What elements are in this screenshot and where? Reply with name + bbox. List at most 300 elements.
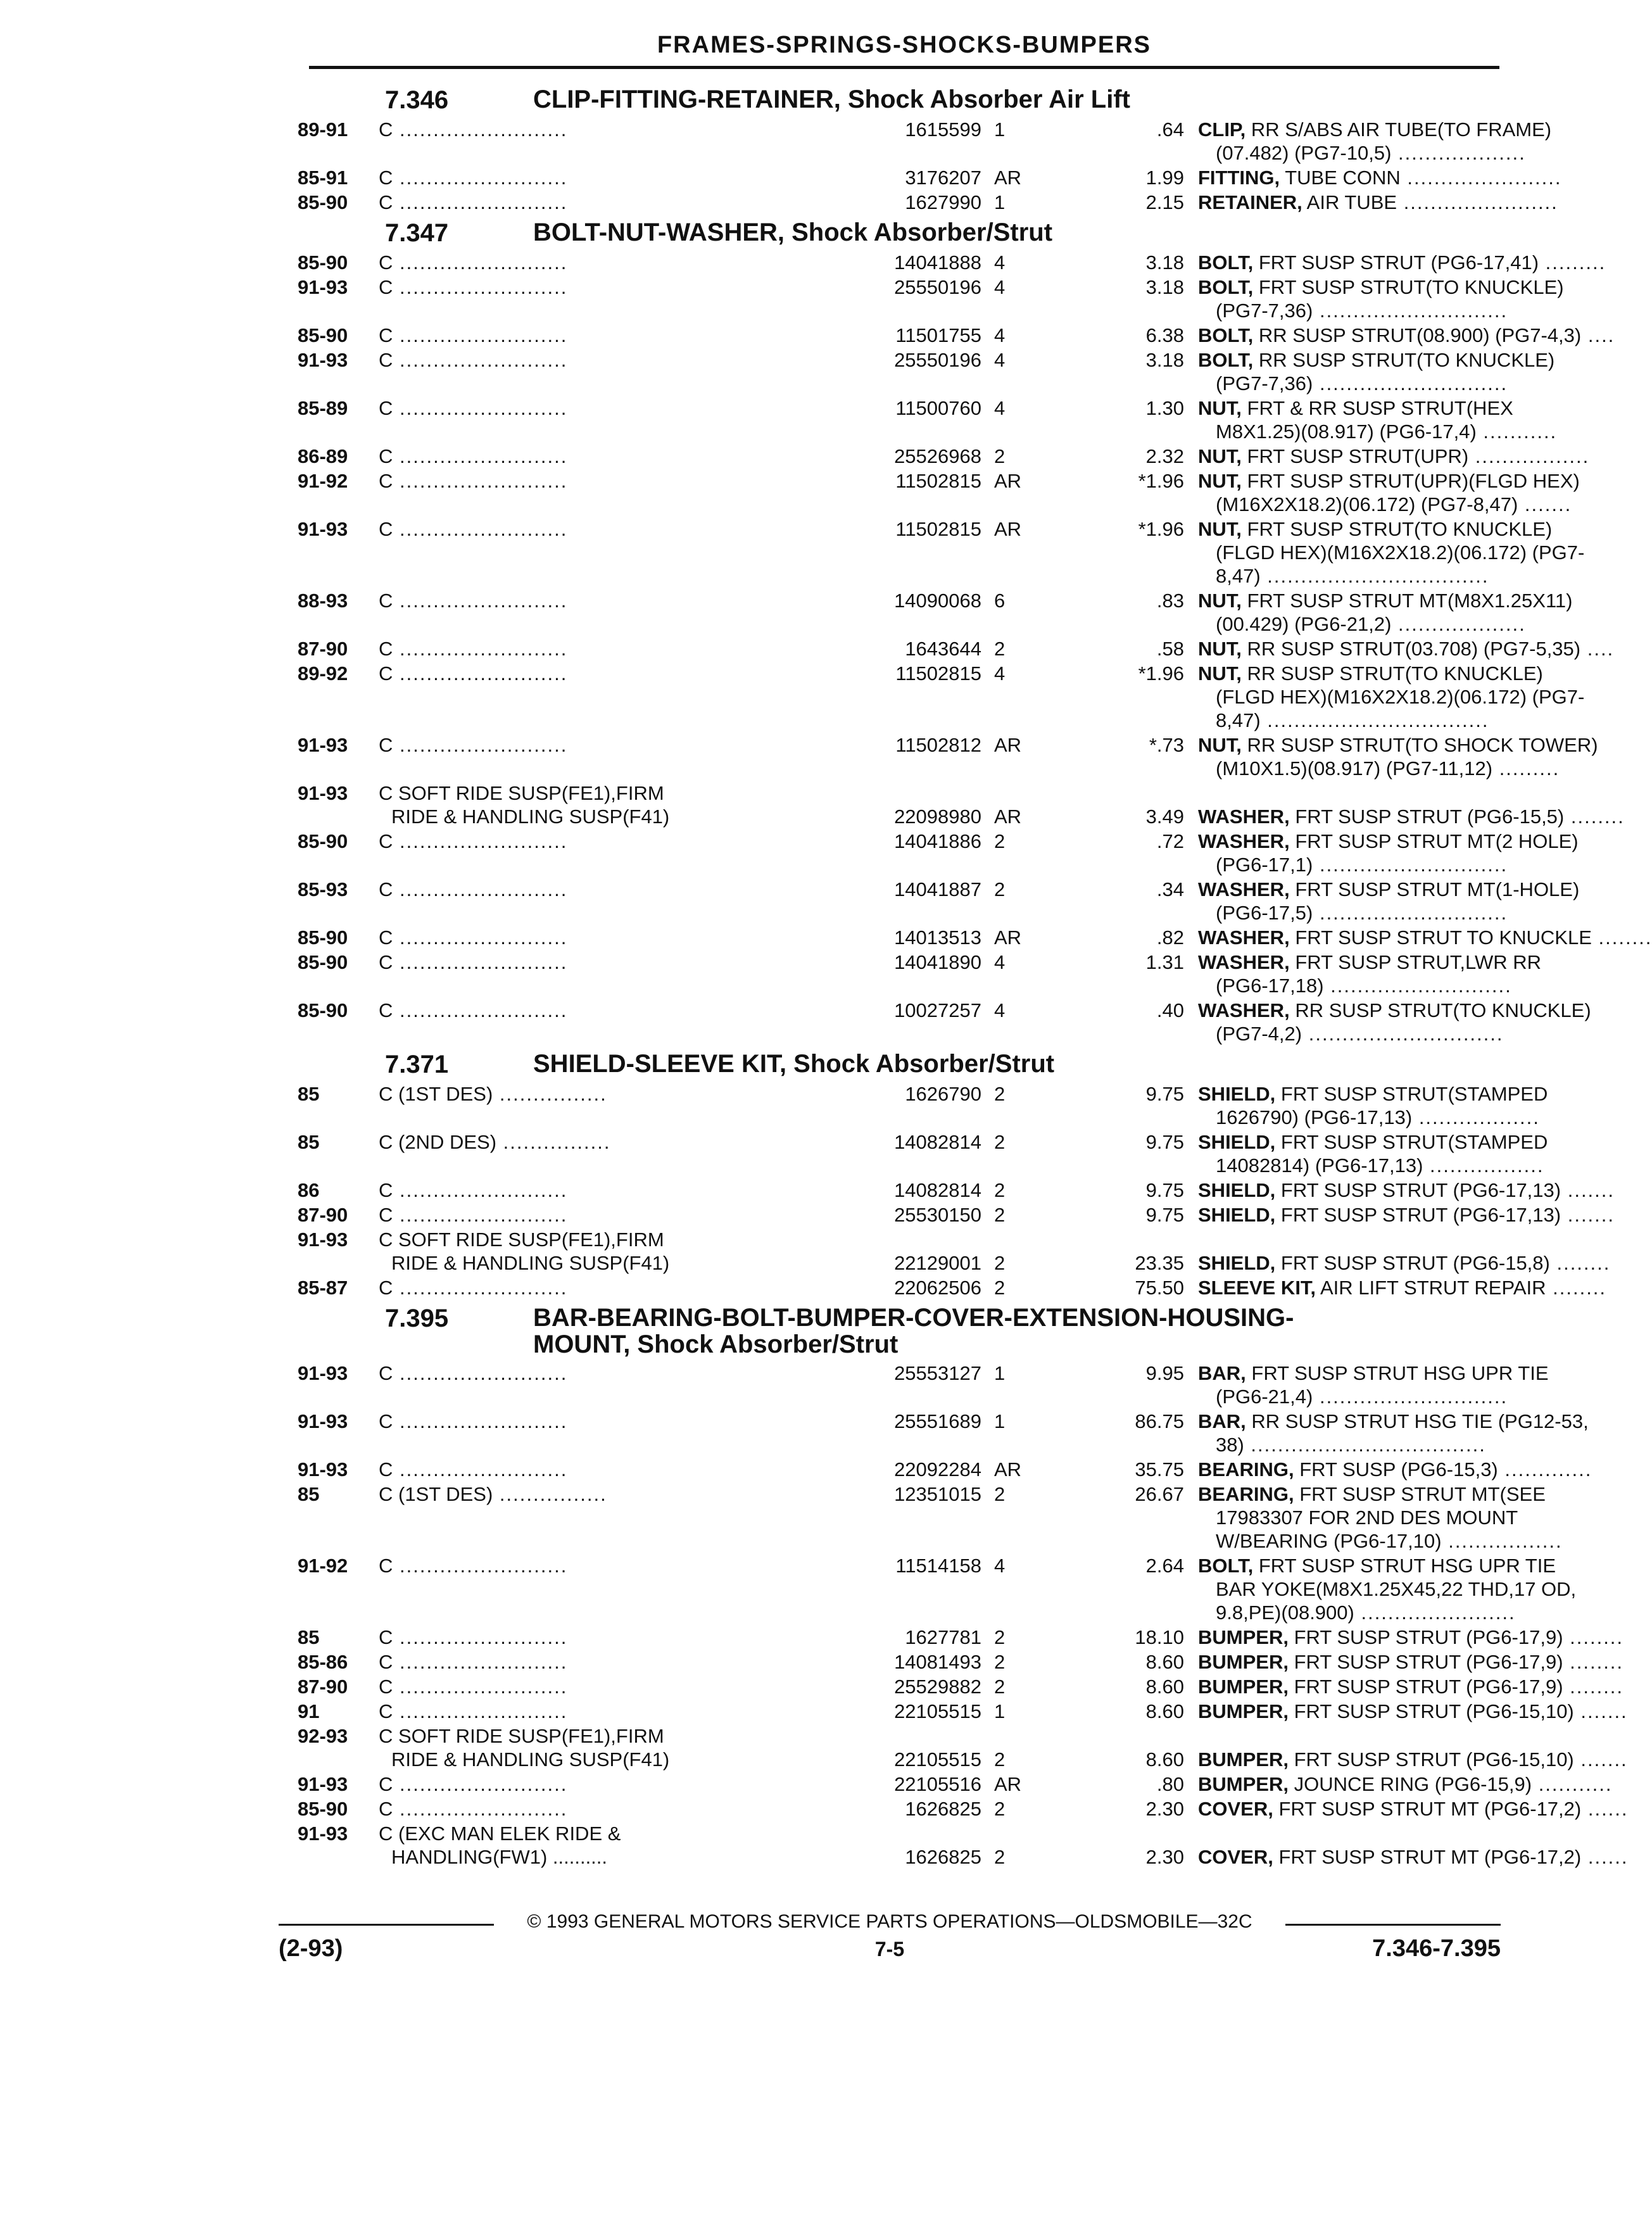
price: .40	[1156, 999, 1184, 1021]
price: 75.50	[1135, 1277, 1184, 1299]
part-name-text: FRT SUSP STRUT(UPR)	[1247, 445, 1469, 467]
parts-row	[298, 348, 1555, 396]
price: .83	[1156, 590, 1184, 612]
leader-dots: .........................	[393, 518, 568, 540]
leader-dots: ........	[1563, 1651, 1624, 1673]
parts-row	[298, 275, 1564, 324]
part-number: 12351015	[894, 1483, 981, 1505]
section-number: 7.395	[385, 1304, 449, 1332]
part-name	[1198, 517, 1552, 541]
model-code: C	[379, 276, 393, 298]
price: .72	[1156, 830, 1184, 852]
price: 26.67	[1135, 1483, 1184, 1505]
quantity: 4	[994, 662, 1006, 685]
part-name-cont	[1216, 1022, 1504, 1045]
part-name-cont	[1216, 1577, 1576, 1601]
leader-dots: ....	[1581, 324, 1615, 346]
section-number: 7.371	[385, 1051, 449, 1078]
part-name-keyword: NUT,	[1198, 445, 1242, 467]
quantity: 2	[994, 1277, 1006, 1299]
model-code-cont: RIDE & HANDLING SUSP(F41)	[391, 805, 670, 828]
leader-dots: .................................	[1260, 709, 1489, 731]
leader-dots: .........	[1539, 251, 1606, 274]
part-name-keyword: SHIELD,	[1198, 1131, 1276, 1153]
quantity: AR	[994, 167, 1022, 189]
leader-dots: ...........	[1476, 420, 1558, 443]
leader-dots: .......................	[1397, 191, 1558, 213]
parts-row	[298, 1626, 1624, 1650]
parts-row	[298, 950, 1542, 999]
price: 86.75	[1135, 1410, 1184, 1432]
part-name	[1198, 1554, 1556, 1577]
model-years: 85-90	[298, 926, 348, 949]
part-name	[1198, 1410, 1589, 1433]
part-name-text: RR SUSP STRUT(TO KNUCKLE)	[1247, 662, 1543, 685]
part-name-cont	[1216, 853, 1508, 876]
part-name-text: JOUNCE RING (PG6-15,9)	[1294, 1773, 1532, 1795]
part-name-cont	[1216, 1506, 1518, 1529]
part-name-text: FRT SUSP STRUT (PG6-17,13)	[1280, 1179, 1561, 1201]
part-number: 11502815	[895, 662, 981, 685]
parts-catalog	[298, 82, 1652, 1870]
model-description	[379, 1700, 567, 1723]
model-description	[379, 950, 567, 974]
parts-row	[298, 324, 1615, 348]
part-name-cont	[1216, 420, 1557, 443]
model-code: C	[379, 1651, 393, 1673]
model-years: 91-93	[298, 518, 348, 540]
part-number: 22105516	[894, 1773, 981, 1795]
model-years: 85-90	[298, 951, 348, 973]
model-years: 85-90	[298, 251, 348, 274]
part-number: 14041888	[894, 251, 981, 274]
part-name-keyword: WASHER,	[1198, 999, 1290, 1021]
model-years: 85-90	[298, 191, 348, 213]
quantity: 2	[994, 1131, 1006, 1153]
leader-dots: ...........................	[1323, 975, 1512, 997]
part-name-text: FRT SUSP STRUT(UPR)(FLGD HEX)	[1247, 470, 1580, 492]
part-name	[1198, 1361, 1549, 1385]
part-name	[1198, 999, 1591, 1022]
part-name	[1198, 1178, 1615, 1202]
model-description	[379, 324, 567, 347]
model-description	[379, 830, 567, 853]
leader-dots: ...........	[1532, 1773, 1613, 1795]
leader-dots: .........................	[393, 397, 568, 419]
price: 9.75	[1145, 1204, 1184, 1226]
price: 9.75	[1145, 1179, 1184, 1201]
parts-row	[298, 662, 1585, 733]
part-number: 3176207	[905, 167, 981, 189]
parts-row	[298, 1082, 1548, 1130]
part-name-keyword: WASHER,	[1198, 926, 1290, 949]
part-name	[1198, 733, 1598, 757]
part-number: 14041887	[894, 878, 981, 900]
model-description	[379, 1797, 567, 1821]
leader-dots: ..................	[1412, 1106, 1540, 1128]
leader-dots: .........................	[393, 638, 568, 660]
parts-row	[298, 878, 1580, 926]
model-description	[379, 191, 567, 214]
part-name-text: FRT SUSP STRUT (PG6-17,9)	[1294, 1626, 1563, 1648]
model-description	[379, 396, 567, 420]
part-name	[1198, 830, 1579, 853]
part-name	[1198, 1845, 1629, 1869]
model-years: 85	[298, 1083, 320, 1105]
part-name-keyword: SHIELD,	[1198, 1204, 1276, 1226]
model-code: C	[379, 1773, 393, 1795]
leader-dots: ...................................	[1244, 1434, 1486, 1456]
quantity: AR	[994, 805, 1022, 828]
section-heading	[298, 215, 1501, 251]
quantity: 2	[994, 1483, 1006, 1505]
part-name-text: FRT SUSP STRUT HSG UPR TIE	[1258, 1555, 1556, 1577]
part-name-cont	[1216, 709, 1489, 732]
parts-row	[298, 191, 1558, 215]
part-name	[1198, 1626, 1624, 1649]
part-name-keyword: COVER,	[1198, 1798, 1273, 1820]
model-years: 86-89	[298, 445, 348, 467]
section-title-line: BOLT-NUT-WASHER, Shock Absorber/Strut	[533, 218, 1053, 246]
part-name	[1198, 1748, 1628, 1771]
part-number: 14090068	[894, 590, 981, 612]
part-name-keyword: WASHER,	[1198, 805, 1290, 828]
part-number: 11502812	[895, 734, 981, 756]
part-name-keyword: NUT,	[1198, 590, 1242, 612]
part-name	[1198, 396, 1513, 420]
model-code: C	[379, 1626, 393, 1648]
part-name-cont-text: (PG6-21,4)	[1216, 1386, 1313, 1408]
section-title	[533, 1051, 1054, 1077]
part-name-text: TUBE CONN	[1285, 167, 1401, 189]
model-code: C	[379, 1277, 393, 1299]
leader-dots: ............................	[1313, 1386, 1508, 1408]
part-name	[1198, 805, 1625, 828]
model-description	[379, 1178, 567, 1202]
quantity: 4	[994, 951, 1006, 973]
part-name-keyword: WASHER,	[1198, 951, 1290, 973]
part-name-keyword: FITTING,	[1198, 167, 1280, 189]
part-name-text: FRT SUSP STRUT,LWR RR	[1295, 951, 1542, 973]
part-name-text: FRT SUSP STRUT(STAMPED	[1280, 1083, 1548, 1105]
leader-dots: .......	[1518, 493, 1572, 515]
page-header	[309, 32, 1499, 71]
parts-row	[298, 781, 1625, 830]
leader-dots: ..........	[547, 1846, 608, 1868]
leader-dots: .........................	[393, 191, 568, 213]
part-name-keyword: BUMPER,	[1198, 1676, 1289, 1698]
model-description	[379, 781, 664, 805]
part-number: 1627990	[905, 191, 981, 213]
part-name-cont-text: (FLGD HEX)(M16X2X18.2)(06.172) (PG7-	[1216, 541, 1585, 564]
model-code-cont: HANDLING(FW1)	[391, 1846, 548, 1868]
part-name-text: FRT SUSP STRUT MT(M8X1.25X11)	[1247, 590, 1573, 612]
model-code: C	[379, 1204, 393, 1226]
model-code: C	[379, 999, 393, 1021]
part-name-text: FRT SUSP STRUT MT(SEE	[1299, 1483, 1546, 1505]
price: 2.32	[1145, 445, 1184, 467]
part-name-keyword: SHIELD,	[1198, 1252, 1276, 1274]
model-code: C	[379, 518, 393, 540]
model-description	[379, 733, 567, 757]
part-name-keyword: NUT,	[1198, 638, 1242, 660]
part-name	[1198, 1458, 1592, 1481]
page-footer	[279, 1906, 1501, 1963]
price: 8.60	[1145, 1700, 1184, 1722]
parts-row	[298, 1228, 1611, 1276]
model-code: C	[379, 878, 393, 900]
leader-dots: .........................	[393, 1700, 568, 1722]
part-number: 11501755	[895, 324, 981, 346]
part-number: 11500760	[895, 397, 981, 419]
part-name-cont-text: (07.482) (PG7-10,5)	[1216, 142, 1392, 164]
quantity: AR	[994, 1773, 1022, 1795]
part-name-cont	[1216, 1385, 1508, 1408]
section-heading	[298, 82, 1501, 118]
parts-row	[298, 637, 1615, 662]
part-name-keyword: WASHER,	[1198, 878, 1290, 900]
model-description	[379, 1082, 607, 1106]
leader-dots: .........................	[393, 1651, 568, 1673]
leader-dots: .........................	[393, 1458, 568, 1481]
leader-dots: .........................	[393, 1204, 568, 1226]
leader-dots: .........................	[393, 1773, 568, 1795]
model-code: C	[379, 349, 393, 371]
section-title-line: MOUNT, Shock Absorber/Strut	[533, 1330, 899, 1358]
part-name-cont-text: (FLGD HEX)(M16X2X18.2)(06.172) (PG7-	[1216, 686, 1585, 708]
part-name-keyword: RETAINER,	[1198, 191, 1302, 213]
leader-dots: ........	[1546, 1277, 1607, 1299]
quantity: 4	[994, 324, 1006, 346]
part-number: 11502815	[895, 470, 981, 492]
quantity: 2	[994, 1651, 1006, 1673]
leader-dots: .......	[1561, 1179, 1615, 1201]
model-years: 91-93	[298, 1773, 348, 1795]
leader-dots: .........................	[393, 470, 568, 492]
quantity: 1	[994, 1700, 1006, 1722]
part-number: 10027257	[894, 999, 981, 1021]
quantity: 2	[994, 1179, 1006, 1201]
part-name	[1198, 1130, 1548, 1154]
model-code: C	[379, 1362, 393, 1384]
section-title	[533, 1304, 1294, 1358]
part-name-keyword: NUT,	[1198, 397, 1242, 419]
quantity: 6	[994, 590, 1006, 612]
parts-row	[298, 1675, 1624, 1700]
part-name-keyword: SHIELD,	[1198, 1179, 1276, 1201]
leader-dots: ............................	[1313, 902, 1508, 924]
model-description	[379, 1410, 567, 1433]
quantity: 2	[994, 1204, 1006, 1226]
price: .64	[1156, 118, 1184, 141]
part-name-cont-text: (00.429) (PG6-21,2)	[1216, 613, 1392, 635]
model-years: 85-90	[298, 830, 348, 852]
price: 9.75	[1145, 1131, 1184, 1153]
parts-row	[298, 1276, 1607, 1301]
model-years: 85-93	[298, 878, 348, 900]
section-title-line: CLIP-FITTING-RETAINER, Shock Absorber Air Lift	[533, 85, 1130, 113]
part-name-text: RR SUSP STRUT(TO KNUCKLE)	[1295, 999, 1591, 1021]
quantity: 1	[994, 1362, 1006, 1384]
part-name-cont-text: (M10X1.5)(08.917) (PG7-11,12)	[1216, 757, 1493, 780]
model-years: 91-93	[298, 734, 348, 756]
quantity: 4	[994, 276, 1006, 298]
model-years: 85-90	[298, 324, 348, 346]
part-name-cont	[1216, 541, 1584, 564]
model-description-cont	[391, 1251, 669, 1275]
leader-dots: ............................	[1313, 854, 1508, 876]
model-years: 85	[298, 1131, 320, 1153]
part-name-cont	[1216, 141, 1526, 165]
parts-row	[298, 1650, 1624, 1675]
leader-dots: ...................	[1391, 613, 1526, 635]
parts-row	[298, 517, 1585, 589]
part-name-cont-text: W/BEARING (PG6-17,10)	[1216, 1530, 1442, 1552]
quantity: 2	[994, 878, 1006, 900]
section-title-line: SHIELD-SLEEVE KIT, Shock Absorber/Strut	[533, 1050, 1055, 1078]
model-years: 91-93	[298, 1458, 348, 1481]
model-description	[379, 445, 567, 468]
leader-dots: .........................	[393, 734, 568, 756]
part-name	[1198, 1276, 1606, 1299]
part-name-cont-text: 14082814) (PG6-17,13)	[1216, 1154, 1423, 1177]
model-code-cont: RIDE & HANDLING SUSP(F41)	[391, 1748, 670, 1771]
model-years: 88-93	[298, 590, 348, 612]
part-name-keyword: BEARING,	[1198, 1483, 1294, 1505]
leader-dots: .............	[1498, 1458, 1592, 1481]
model-description-cont	[391, 805, 669, 828]
part-name-cont-text: (PG6-17,18)	[1216, 975, 1324, 997]
part-name-cont-text: (M16X2X18.2)(06.172) (PG7-8,47)	[1216, 493, 1518, 515]
model-description	[379, 1228, 664, 1251]
part-number: 25553127	[894, 1362, 981, 1384]
price: 8.60	[1145, 1676, 1184, 1698]
price: 3.49	[1145, 805, 1184, 828]
model-description-cont	[391, 1845, 607, 1869]
part-name-cont	[1216, 612, 1526, 636]
part-name-text: FRT SUSP STRUT (PG6-17,13)	[1280, 1204, 1561, 1226]
model-years: 89-92	[298, 662, 348, 685]
part-name	[1198, 1650, 1624, 1674]
leader-dots: ............................	[1313, 372, 1508, 395]
model-description	[379, 1130, 610, 1154]
quantity: 2	[994, 445, 1006, 467]
part-name-cont	[1216, 372, 1508, 395]
part-name-cont	[1216, 564, 1489, 588]
part-number: 25526968	[894, 445, 981, 467]
part-name-text: FRT SUSP STRUT (PG6-15,8)	[1280, 1252, 1550, 1274]
part-name-text: FRT SUSP STRUT MT (PG6-17,2)	[1278, 1798, 1582, 1820]
part-number: 1626790	[905, 1083, 981, 1105]
part-name-text: FRT SUSP STRUT(STAMPED	[1280, 1131, 1548, 1153]
section-heading	[298, 1047, 1501, 1082]
model-years: 85-91	[298, 167, 348, 189]
part-name-cont-text: (PG7-4,2)	[1216, 1023, 1302, 1045]
part-number: 22105515	[894, 1748, 981, 1771]
quantity: 1	[994, 1410, 1006, 1432]
price: 9.75	[1145, 1083, 1184, 1105]
parts-row	[298, 1482, 1563, 1554]
footer-rule-right	[1285, 1924, 1501, 1926]
part-name	[1198, 589, 1572, 612]
part-name-keyword: BOLT,	[1198, 349, 1254, 371]
part-name-keyword: BOLT,	[1198, 324, 1254, 346]
leader-dots: ........	[1549, 1252, 1611, 1274]
part-name	[1198, 1082, 1548, 1106]
price: 8.60	[1145, 1651, 1184, 1673]
leader-dots: .......................	[1400, 167, 1562, 189]
part-number: 1627781	[905, 1626, 981, 1648]
leader-dots: ............................	[1313, 300, 1508, 322]
part-name-text: FRT SUSP (PG6-15,3)	[1299, 1458, 1498, 1481]
price: 2.30	[1145, 1846, 1184, 1868]
part-number: 25550196	[894, 349, 981, 371]
model-description	[379, 275, 567, 299]
quantity: 2	[994, 1676, 1006, 1698]
part-name-text: FRT SUSP STRUT MT (PG6-17,2)	[1278, 1846, 1582, 1868]
part-number: 14041886	[894, 830, 981, 852]
quantity: 2	[994, 1083, 1006, 1105]
model-code: C	[379, 1179, 393, 1201]
model-code: C	[379, 1458, 393, 1481]
model-description	[379, 1772, 567, 1796]
part-name-keyword: NUT,	[1198, 734, 1242, 756]
model-description	[379, 878, 567, 901]
parts-row	[298, 445, 1590, 469]
section-number: 7.346	[385, 86, 449, 114]
part-name-text: FRT & RR SUSP STRUT(HEX	[1247, 397, 1513, 419]
price: 3.18	[1145, 251, 1184, 274]
leader-dots: ......	[1581, 1798, 1629, 1820]
part-number: 14013513	[894, 926, 981, 949]
part-name	[1198, 878, 1579, 901]
part-name-cont-text: (PG7-7,36)	[1216, 300, 1313, 322]
part-name	[1198, 166, 1562, 189]
model-years: 85-90	[298, 1798, 348, 1820]
quantity: AR	[994, 518, 1022, 540]
price: *1.96	[1138, 662, 1184, 685]
model-years: 85-86	[298, 1651, 348, 1673]
model-code: C	[379, 1798, 393, 1820]
model-years: 85	[298, 1483, 320, 1505]
section-title-line: BAR-BEARING-BOLT-BUMPER-COVER-EXTENSION-HOUSING-	[533, 1304, 1294, 1332]
section-title	[533, 86, 1130, 113]
part-name-keyword: BUMPER,	[1198, 1748, 1289, 1771]
part-name-keyword: NUT,	[1198, 518, 1242, 540]
part-name-cont-text: M8X1.25)(08.917) (PG6-17,4)	[1216, 420, 1477, 443]
footer-rule-left	[279, 1924, 494, 1926]
quantity: 4	[994, 999, 1006, 1021]
part-name-keyword: WASHER,	[1198, 830, 1290, 852]
part-name-cont-text: (PG6-17,5)	[1216, 902, 1313, 924]
model-code: C	[379, 1676, 393, 1698]
part-number: 22105515	[894, 1700, 981, 1722]
part-number: 14041890	[894, 951, 981, 973]
model-description	[379, 118, 567, 141]
section-number: 7.347	[385, 219, 449, 247]
part-name-keyword: NUT,	[1198, 470, 1242, 492]
leader-dots: .........................	[393, 276, 568, 298]
part-name-keyword: CLIP,	[1198, 118, 1246, 141]
model-code: C	[379, 734, 393, 756]
part-name-cont	[1216, 493, 1572, 516]
price: 9.95	[1145, 1362, 1184, 1384]
leader-dots: .........................	[393, 1676, 568, 1698]
part-name-cont	[1216, 299, 1508, 322]
model-years: 91-92	[298, 470, 348, 492]
part-name-text: FRT SUSP STRUT(TO KNUCKLE)	[1258, 276, 1564, 298]
part-number: 22129001	[894, 1252, 981, 1274]
